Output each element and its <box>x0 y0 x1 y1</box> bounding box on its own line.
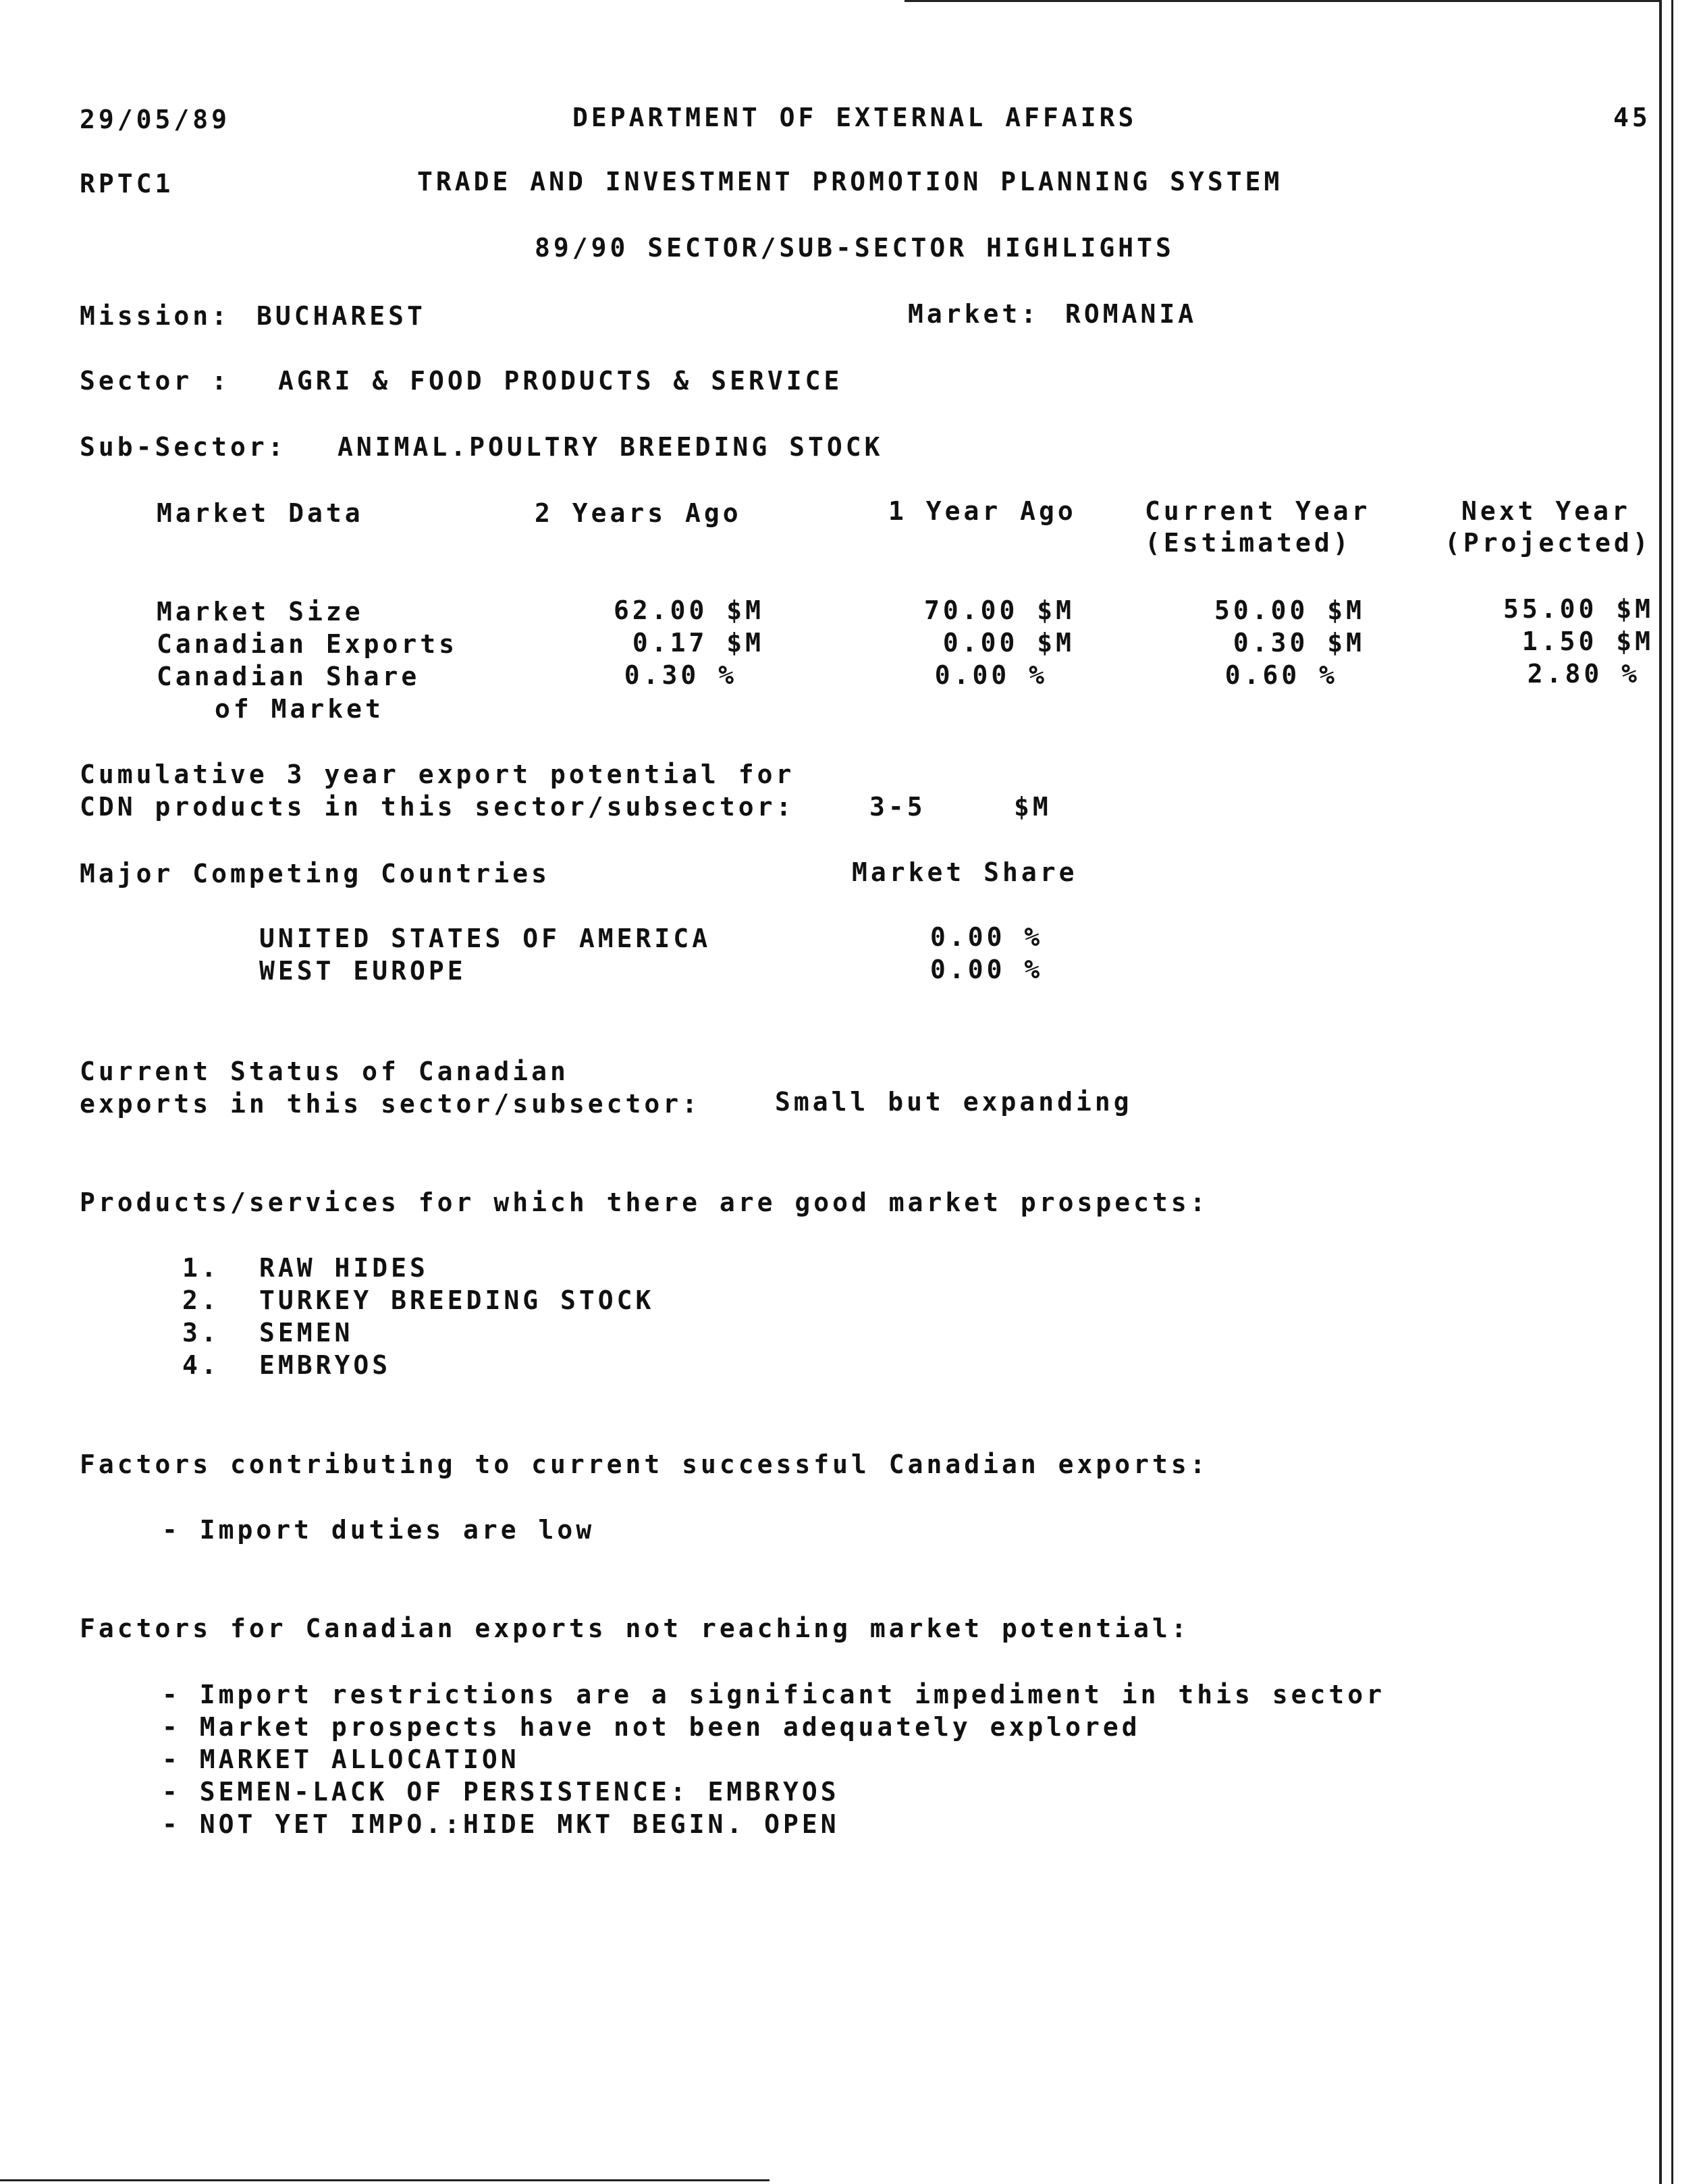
system-title: TRADE AND INVESTMENT PROMOTION PLANNING SYSTEM <box>417 167 1283 196</box>
success-factors-heading: Factors contributing to current successful Canadian exports: <box>80 1449 1209 1479</box>
cumulative-line-1: Cumulative 3 year export potential for <box>80 760 795 789</box>
header-next-year-projected: (Projected) <box>1444 528 1652 558</box>
mission-value: BUCHAREST <box>256 301 426 331</box>
row-label: Canadian Share <box>157 662 421 691</box>
product-text: SEMEN <box>259 1318 354 1348</box>
competitors-header: Major Competing Countries <box>80 859 550 888</box>
header-one-year-ago: 1 Year Ago <box>888 496 1077 526</box>
sub-sector-value: ANIMAL.POULTRY BREEDING STOCK <box>338 432 884 462</box>
cumulative-unit: $M <box>1014 792 1052 822</box>
report-date: 29/05/89 <box>80 105 231 134</box>
sector-value: AGRI & FOOD PRODUCTS & SERVICE <box>278 366 843 396</box>
mission-label: Mission: <box>80 301 231 331</box>
sub-sector-label: Sub-Sector: <box>80 432 287 462</box>
competitor-share: 0.00 % <box>930 955 1044 984</box>
cumulative-value: 3-5 <box>869 792 926 822</box>
cell-one-year-ago: 70.00 $M <box>923 595 1075 625</box>
product-text: EMBRYOS <box>259 1350 392 1380</box>
cell-current-year: 50.00 $M <box>1214 595 1365 625</box>
market-label: Market: <box>908 299 1040 329</box>
cell-two-years-ago: 0.30 % <box>624 660 737 690</box>
list-item: - Import restrictions are a significant impediment in this sector <box>162 1680 1386 1709</box>
header-current-year-estimated: (Estimated) <box>1145 528 1352 558</box>
header-two-years-ago: 2 Years Ago <box>535 498 742 528</box>
product-number: 3. <box>182 1318 220 1348</box>
list-item: - NOT YET IMPO.:HIDE MKT BEGIN. OPEN <box>162 1809 840 1839</box>
row-label: Canadian Exports <box>157 629 458 659</box>
sector-label: Sector : <box>80 366 231 396</box>
competitors-share-header: Market Share <box>852 857 1078 887</box>
products-heading: Products/services for which there are good market prospects: <box>80 1188 1209 1217</box>
cell-next-year: 55.00 $M <box>1503 594 1654 624</box>
cell-two-years-ago: 0.17 $M <box>632 628 764 658</box>
cell-one-year-ago: 0.00 $M <box>942 628 1075 658</box>
list-item: - Import duties are low <box>162 1515 595 1545</box>
scan-edge-right <box>1659 0 1662 2184</box>
status-line-2: exports in this sector/subsector: <box>80 1089 701 1119</box>
list-item: - SEMEN-LACK OF PERSISTENCE: EMBRYOS <box>162 1777 840 1807</box>
row-label-continued: of Market <box>215 694 384 724</box>
product-text: RAW HIDES <box>259 1253 429 1283</box>
page-number: 45 <box>1613 103 1651 132</box>
cell-next-year: 2.80 % <box>1527 659 1640 689</box>
status-value: Small but expanding <box>775 1087 1133 1117</box>
scan-edge-bottom <box>0 2179 770 2181</box>
cell-current-year: 0.30 $M <box>1233 628 1365 658</box>
header-next-year: Next Year <box>1461 496 1631 526</box>
market-value: ROMANIA <box>1065 299 1197 329</box>
competitor-share: 0.00 % <box>930 922 1044 952</box>
product-text: TURKEY BREEDING STOCK <box>259 1285 655 1315</box>
status-line-1: Current Status of Canadian <box>80 1057 569 1086</box>
cell-current-year: 0.60 % <box>1224 660 1338 690</box>
cell-one-year-ago: 0.00 % <box>934 660 1048 690</box>
cell-next-year: 1.50 $M <box>1521 627 1654 656</box>
product-number: 1. <box>182 1253 220 1283</box>
cumulative-line-2: CDN products in this sector/subsector: <box>80 792 795 822</box>
department-name: DEPARTMENT OF EXTERNAL AFFAIRS <box>572 103 1137 132</box>
header-current-year: Current Year <box>1145 496 1371 526</box>
product-number: 4. <box>182 1350 220 1380</box>
product-number: 2. <box>182 1285 220 1315</box>
scan-edge-right-outer <box>1671 0 1673 2184</box>
competitor-country: WEST EUROPE <box>259 956 466 986</box>
header-market-data: Market Data <box>157 498 364 528</box>
list-item: - Market prospects have not been adequately explored <box>162 1712 1141 1742</box>
cell-two-years-ago: 62.00 $M <box>613 595 764 625</box>
scan-edge-top <box>905 0 1660 2</box>
list-item: - MARKET ALLOCATION <box>162 1744 520 1774</box>
report-title: 89/90 SECTOR/SUB-SECTOR HIGHLIGHTS <box>535 233 1174 263</box>
barrier-factors-heading: Factors for Canadian exports not reaching market potential: <box>80 1614 1190 1643</box>
report-code: RPTC1 <box>80 169 174 198</box>
row-label: Market Size <box>157 597 364 627</box>
competitor-country: UNITED STATES OF AMERICA <box>259 924 711 953</box>
